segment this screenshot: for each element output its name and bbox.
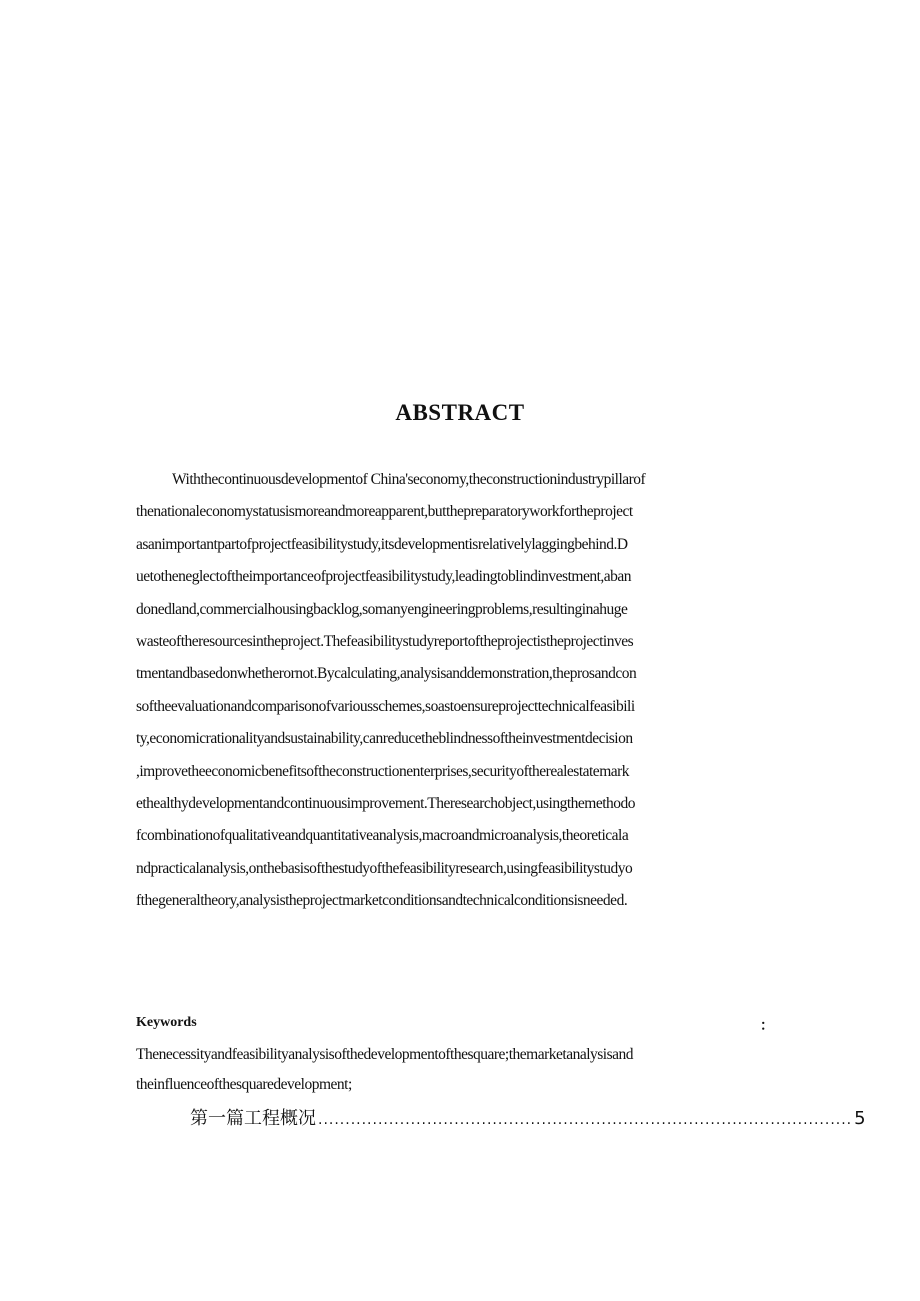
abstract-line: ,improvetheeconomicbenefitsoftheconstructionenterprises,securityoftherealestatemark	[136, 762, 630, 780]
keywords-heading	[136, 1015, 774, 1035]
abstract-line: asanimportantpartofprojectfeasibilitystudy,itsdevelopmentisrelativelylaggingbehind.D	[136, 535, 628, 553]
abstract-title: ABSTRACT	[395, 400, 525, 425]
toc-entry[interactable]	[190, 1104, 866, 1130]
abstract-line: ty,economicrationalityandsustainability,canreducetheblindnessoftheinvestmentdecision	[136, 730, 633, 748]
abstract-line: fcombinationofqualitativeandquantitativeanalysis,macroandmicroanalysis,theoreticala	[136, 827, 629, 845]
abstract-line: Withthecontinuousdevelopmentof China'seconomy,theconstructionindustrypillarof	[172, 471, 646, 488]
toc-entry-title: 第一篇工程概况	[190, 1108, 316, 1129]
abstract-line: donedland,commercialhousingbacklog,somanyengineeringproblems,resultinginahuge	[136, 600, 628, 618]
abstract-line: thenationaleconomystatusismoreandmoreapparent,butthepreparatoryworkfortheproject	[136, 503, 633, 521]
keywords-list	[136, 1043, 786, 1103]
abstract-line: ethealthydevelopmentandcontinuousimprovement.Theresearchobject,usingthemethodo	[136, 794, 636, 812]
abstract-line: softheevaluationandcomparisonofvariousschemes,soastoensureprojecttechnicalfeasibili	[136, 697, 635, 715]
keywords-colon: ：	[760, 1019, 774, 1034]
abstract-line: wasteoftheresourcesintheproject.Thefeasibilitystudyreportoftheprojectistheprojectinves	[136, 632, 634, 650]
abstract-line: tmentandbasedonwhetherornot.Bycalculating,analysisanddemonstration,theprosandcon	[136, 665, 637, 683]
abstract-line: uetotheneglectoftheimportanceofprojectfeasibilitystudy,leadingtoblindinvestment,aban	[136, 568, 632, 586]
keywords-line: theinfluenceofthesquaredevelopment;	[136, 1076, 352, 1093]
abstract-line: fthegeneraltheory,analysistheprojectmarketconditionsandtechnicalconditionsisneeded.	[136, 892, 628, 910]
abstract-line: ndpracticalanalysis,onthebasisofthestudyofthefeasibilityresearch,usingfeasibilitystudyo	[136, 859, 633, 877]
toc-leader-dots: ..................................................................................................	[318, 1112, 853, 1128]
toc-page-number: 5	[854, 1108, 866, 1129]
abstract-body	[136, 466, 786, 919]
keywords-line: Thenecessityandfeasibilityanalysisofthedevelopmentofthesquare;themarketanalysisand	[136, 1046, 634, 1063]
keywords-label: Keywords	[136, 1015, 197, 1030]
